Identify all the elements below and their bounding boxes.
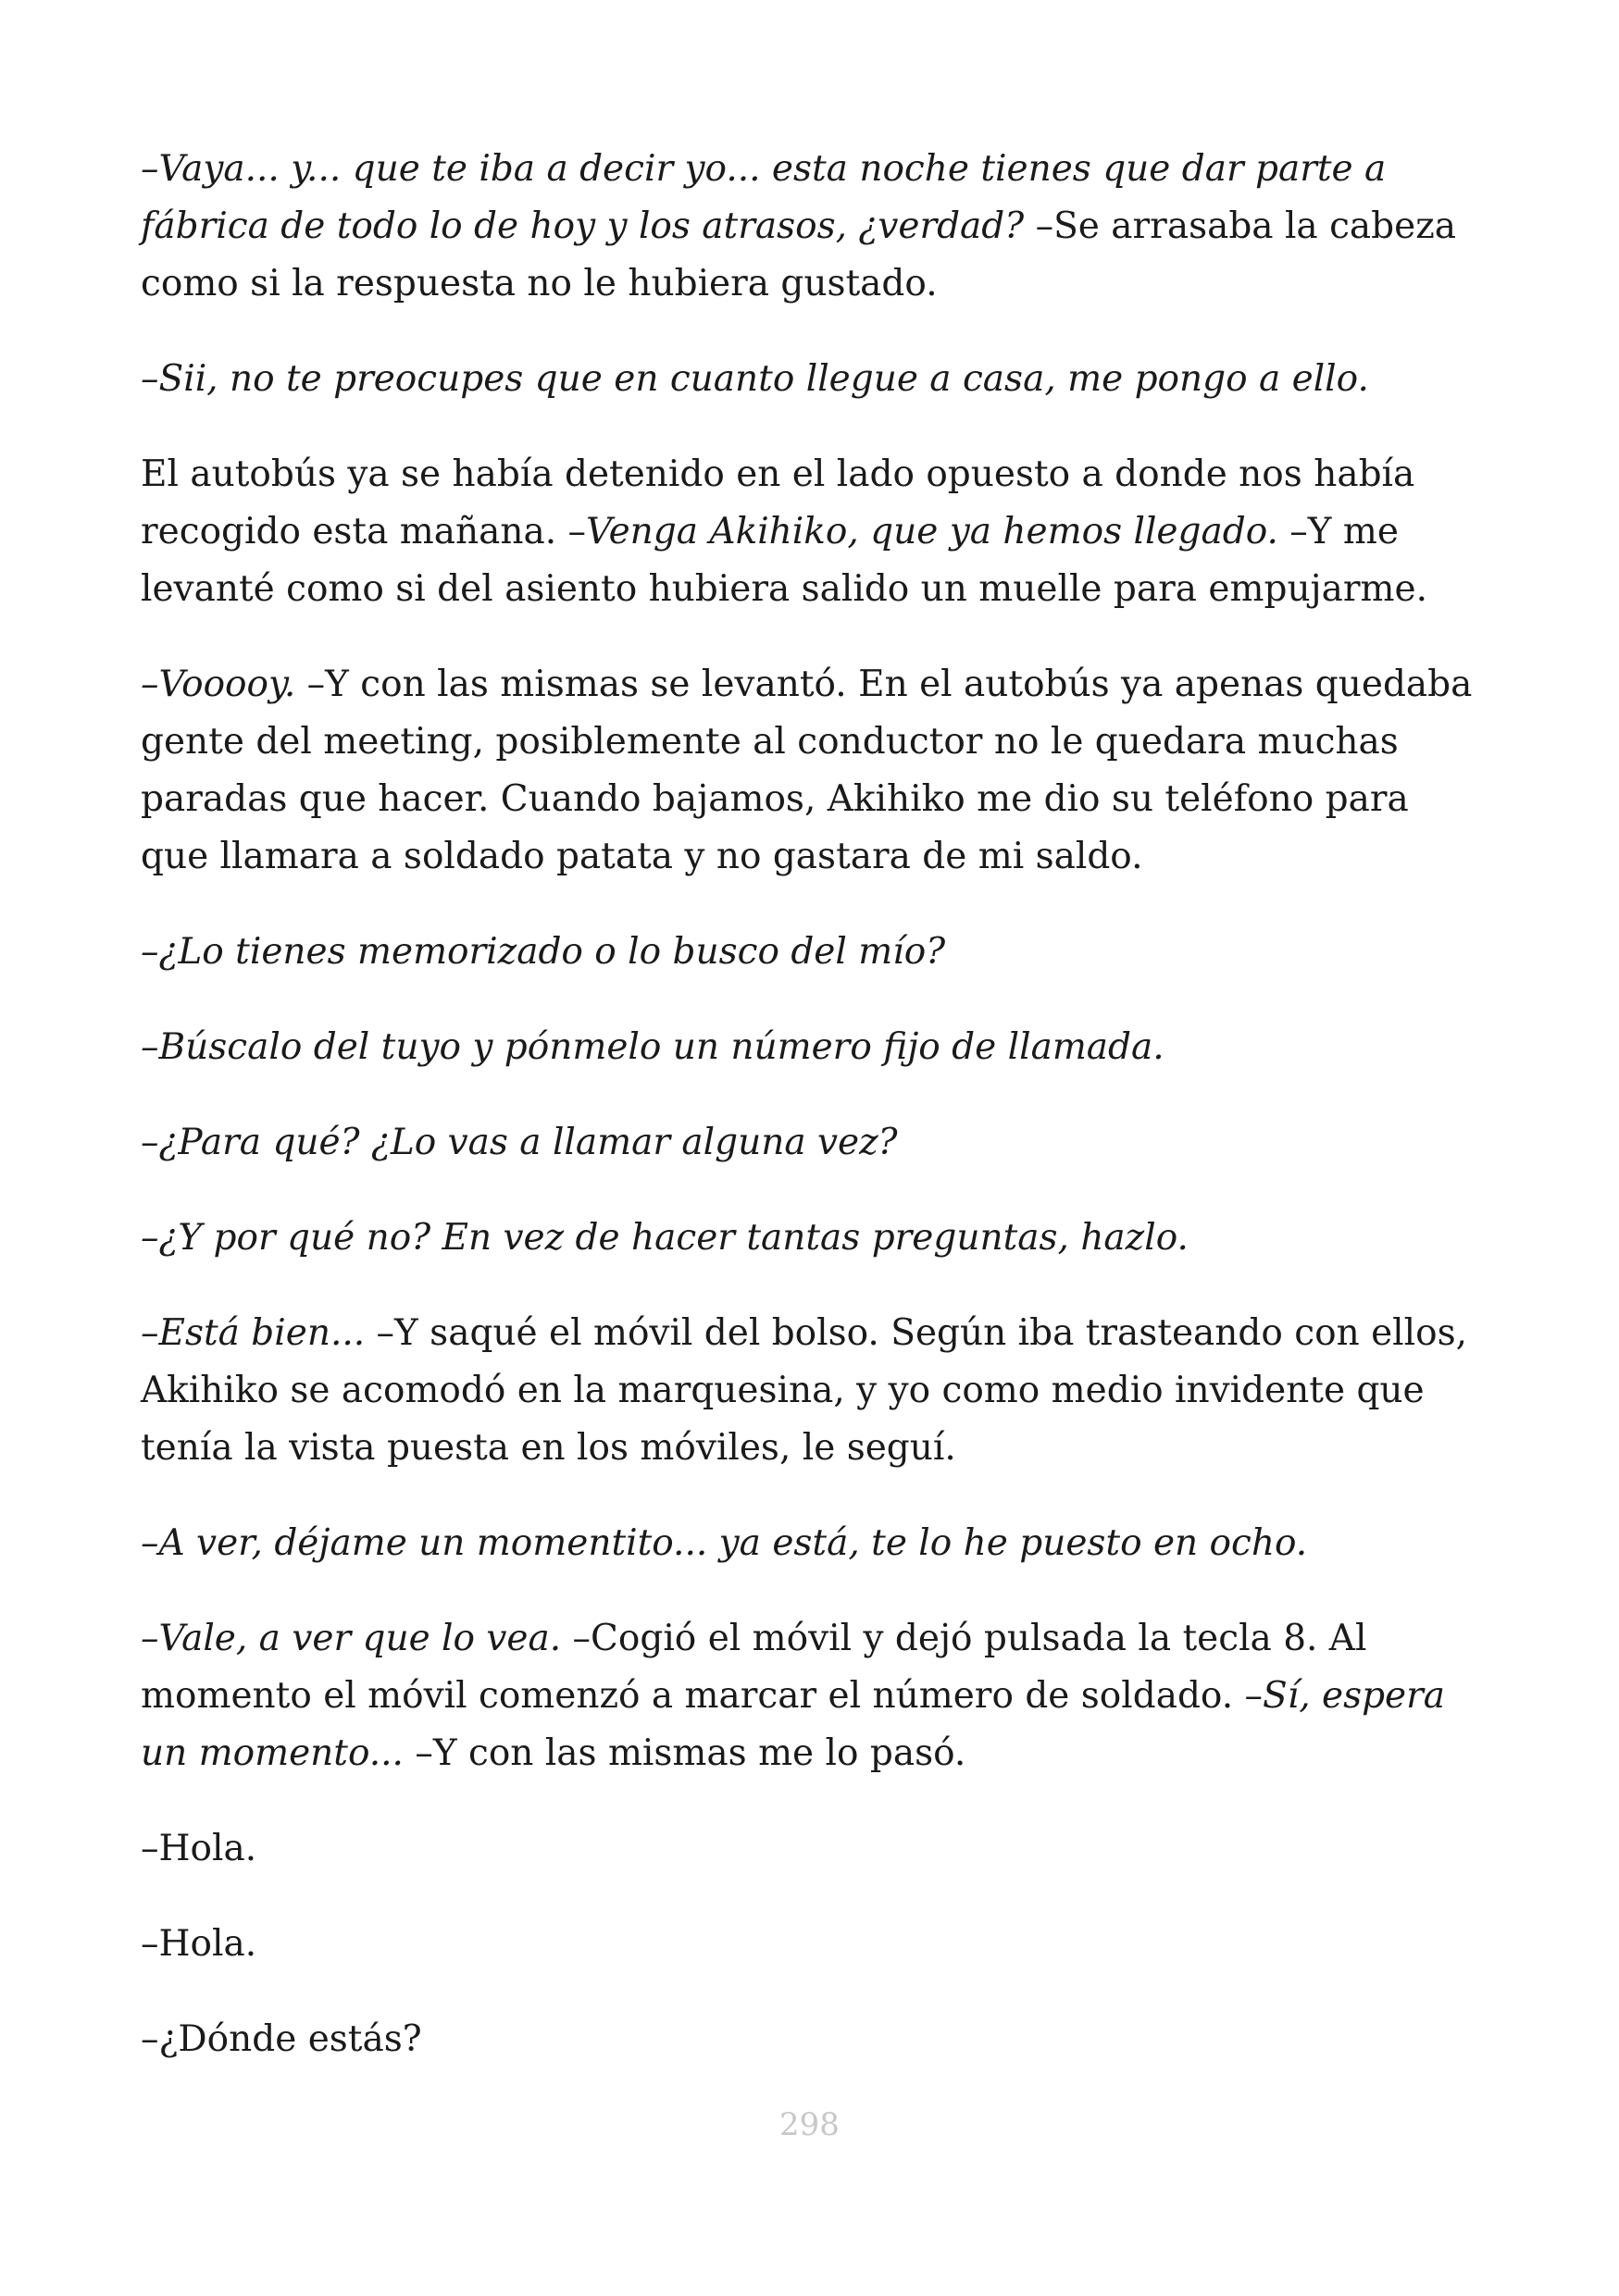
dialogue-text: –Vooooy. bbox=[141, 664, 296, 705]
paragraph bbox=[141, 924, 1483, 981]
narration-text: –¿Dónde estás? bbox=[141, 2018, 422, 2060]
narration-text: –Hola. bbox=[141, 1828, 257, 1869]
dialogue-text: –¿Lo tienes memorizado o lo busco del mío? bbox=[141, 931, 946, 973]
paragraph bbox=[141, 1305, 1483, 1477]
narration-text: –Y me levanté como si del asiento hubiera salido un muelle para empujarme. bbox=[141, 511, 1428, 610]
dialogue-text: –Está bien... bbox=[141, 1312, 366, 1354]
paragraph bbox=[141, 351, 1483, 408]
narration-text: –Cogió el móvil y dejó pulsada la tecla 8. Al momento el móvil comenzó a marcar el número de soldado. – bbox=[141, 1618, 1367, 1717]
paragraph bbox=[141, 1019, 1483, 1076]
page-number: 298 bbox=[779, 2106, 840, 2143]
dialogue-text: Venga Akihiko, que ya hemos llegado. bbox=[586, 511, 1278, 552]
dialogue-text: Sí, espera un momento... bbox=[141, 1675, 1446, 1774]
body-text bbox=[141, 141, 1483, 2106]
narration-text: –Y saqué el móvil del bolso. Según iba trasteando con ellos, Akihiko se acomodó en la marquesina, y yo como medio invidente que tenía la vista puesta en los móviles, le seguí. bbox=[141, 1312, 1468, 1469]
dialogue-text: –¿Y por qué no? En vez de hacer tantas preguntas, hazlo. bbox=[141, 1217, 1189, 1259]
paragraph bbox=[141, 656, 1483, 886]
paragraph bbox=[141, 2011, 1483, 2068]
narration-text: –Y con las mismas me lo pasó. bbox=[403, 1732, 966, 1774]
narration-text: –Hola. bbox=[141, 1923, 257, 1965]
dialogue-text: –A ver, déjame un momentito... ya está, te lo he puesto en ocho. bbox=[141, 1522, 1308, 1564]
narration-text: –Se arrasaba la cabeza como si la respuesta no le hubiera gustado. bbox=[141, 205, 1457, 304]
dialogue-text: –¿Para qué? ¿Lo vas a llamar alguna vez? bbox=[141, 1122, 898, 1163]
paragraph bbox=[141, 1210, 1483, 1267]
paragraph bbox=[141, 1515, 1483, 1572]
paragraph bbox=[141, 1916, 1483, 1973]
paragraph bbox=[141, 141, 1483, 313]
paragraph bbox=[141, 446, 1483, 618]
paragraph bbox=[141, 1610, 1483, 1782]
dialogue-text: –Vaya... y... que te iba a decir yo... esta noche tienes que dar parte a fábrica de todo lo de hoy y los atrasos, ¿verdad? bbox=[141, 148, 1387, 247]
dialogue-text: –Búscalo del tuyo y pónmelo un número fijo de llamada. bbox=[141, 1026, 1164, 1068]
narration-text: El autobús ya se había detenido en el lado opuesto a donde nos había recogido esta mañana. – bbox=[141, 453, 1415, 552]
narration-text: –Y con las mismas se levantó. En el autobús ya apenas quedaba gente del meeting, posiblemente al conductor no le quedara muchas paradas que hacer. Cuando bajamos, Akihiko me dio su teléfono para que llamara a soldado patata y no gastara de mi saldo. bbox=[141, 664, 1473, 877]
paragraph bbox=[141, 1820, 1483, 1878]
paragraph bbox=[141, 1114, 1483, 1172]
dialogue-text: –Sii, no te preocupes que en cuanto llegue a casa, me pongo a ello. bbox=[141, 358, 1369, 400]
dialogue-text: –Vale, a ver que lo vea. bbox=[141, 1618, 562, 1659]
